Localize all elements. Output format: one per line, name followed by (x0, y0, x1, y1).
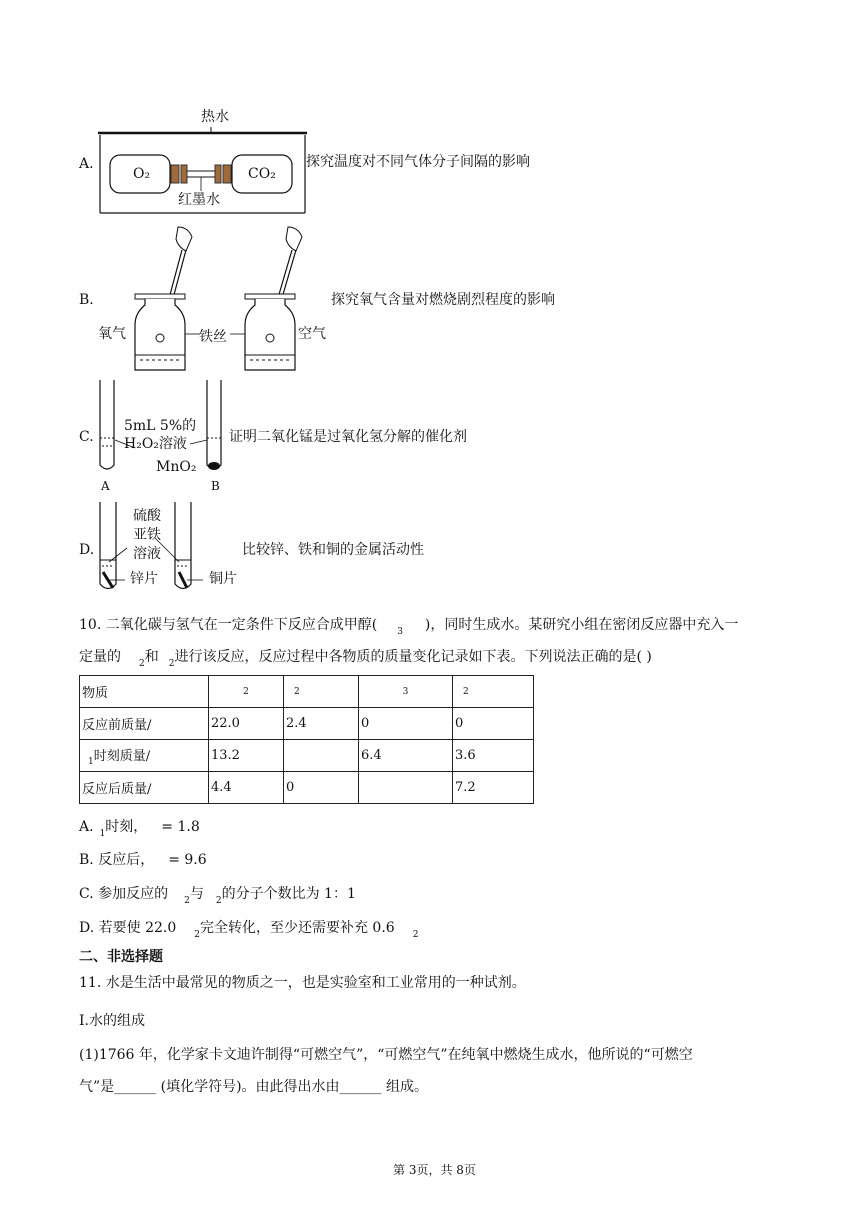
ferrous-sulfate-label-1: 硫酸 (133, 508, 161, 524)
ferrous-sulfate-label-3: 溶液 (133, 546, 161, 562)
t1-subscript: 1 (88, 756, 94, 767)
carbon-dioxide-label: CO₂ (248, 166, 276, 182)
solution-concentration-label: 5mL 5%的 (124, 418, 197, 434)
option-c-end: 的分子个数比为 1：1 (221, 886, 356, 902)
t1-row-label: 时刻质量/ (93, 748, 151, 764)
table-cell: 物质 (80, 676, 209, 708)
tube-a-label: A (101, 479, 110, 493)
option-d-label: D. (79, 542, 95, 558)
table-cell: 3 (359, 676, 453, 708)
q11-part1-line2: 气”是______ (填化学符号)。由此得出水由______ 组成。 (79, 1079, 428, 1095)
option-a-label: A. (79, 156, 94, 172)
option-b-label: B. (79, 292, 94, 308)
zinc-strip-label: 锌片 (130, 571, 158, 587)
option-c-label: C. (79, 429, 94, 445)
table-cell: 反应后质量/ (80, 772, 209, 804)
option-d-description: 比较锌、铁和铜的金属活动性 (242, 542, 424, 558)
option-d-mid: 完全转化，至少还需要补充 0.6 (199, 920, 395, 936)
q10-option-a (79, 818, 200, 843)
tube-b-label: B (211, 479, 220, 493)
q10-option-b (79, 851, 207, 869)
table-cell: 6.4 (359, 740, 453, 772)
table-cell: 4.4 (209, 772, 284, 804)
q10-line2 (79, 648, 652, 673)
option-a-subscript: 1 (99, 829, 106, 839)
option-b-text: B. 反应后， (79, 852, 155, 868)
iron-wire-burning-diagram (130, 222, 330, 372)
iron-wire-label: 铁丝 (199, 329, 227, 345)
table-cell: 2 (284, 676, 359, 708)
option-d-subscript-2: 2 (412, 930, 419, 940)
table-cell: 0 (284, 772, 359, 804)
option-c-prefix: C. 参加反应的 (79, 886, 169, 902)
option-a-text: 时刻， (105, 819, 148, 835)
table-cell: 2.4 (284, 708, 359, 740)
table-row (80, 708, 534, 740)
q10-line1-end: )，同时生成水。某研究小组在密闭反应器中充入一 (424, 617, 739, 633)
mno2-label: MnO₂ (156, 459, 197, 475)
q10-option-c (79, 885, 356, 910)
table-header-row (80, 676, 534, 708)
option-d-subscript-1: 2 (194, 930, 200, 940)
q10-co2-subscript: 2 (139, 659, 145, 669)
oxygen-label: O₂ (133, 166, 151, 182)
table-row (80, 740, 534, 772)
q10-line1 (79, 616, 738, 641)
option-a-prefix: A. (79, 819, 94, 835)
q11-intro: 11. 水是生活中最常见的物质之一，也是实验室和工业常用的一种试剂。 (79, 975, 526, 991)
table-cell (359, 772, 453, 804)
option-b-description: 探究氧气含量对燃烧剧烈程度的影响 (331, 292, 555, 308)
option-c-subscript-2: 2 (215, 896, 222, 906)
q10-line2-start: 定量的 (79, 649, 121, 665)
q10-line2-and: 和 (144, 649, 159, 665)
q11-part1-line1: (1)1766 年，化学家卡文迪许制得“可燃空气”，“可燃空气”在纯氧中燃烧生成水，他所说的“可燃空 (79, 1047, 693, 1063)
air-bottle-label: 空气 (298, 326, 326, 342)
page-footer: 第 3页，共 8页 (393, 1163, 476, 1177)
table-cell: 0 (453, 708, 534, 740)
mass-change-table (79, 675, 534, 804)
q10-line1-start: 10. 二氧化碳与氢气在一定条件下反应合成甲醇( (79, 617, 378, 633)
q10-line2-end: 进行该反应，反应过程中各物质的质量变化记录如下表。下列说法正确的是( ) (174, 649, 652, 665)
oxygen-bottle-label: 氧气 (98, 326, 126, 342)
table-row (80, 772, 534, 804)
option-d-prefix: D. 若要使 22.0 (79, 920, 177, 936)
hot-water-label: 热水 (201, 109, 229, 125)
option-a-value: = 1.8 (161, 819, 200, 835)
table-cell: 3.6 (453, 740, 534, 772)
table-cell: 13.2 (209, 740, 284, 772)
option-a-description: 探究温度对不同气体分子间隔的影响 (306, 154, 530, 170)
table-cell: 2 (209, 676, 284, 708)
table-cell: 2 (453, 676, 534, 708)
red-ink-label: 红墨水 (178, 192, 220, 208)
option-c-subscript-1: 2 (184, 896, 190, 906)
option-c-mid: 与 (189, 886, 204, 902)
option-b-value: = 9.6 (168, 852, 207, 868)
option-c-description: 证明二氧化锰是过氧化氢分解的催化剂 (229, 429, 467, 445)
table-cell (80, 740, 209, 772)
q11-subheading: Ⅰ.水的组成 (79, 1013, 145, 1029)
table-cell: 0 (359, 708, 453, 740)
h2o2-solution-label: H₂O₂溶液 (124, 436, 187, 452)
table-cell: 22.0 (209, 708, 284, 740)
table-cell (284, 740, 359, 772)
q10-option-d (79, 919, 418, 944)
table-cell: 7.2 (453, 772, 534, 804)
ferrous-sulfate-label-2: 亚铁 (133, 527, 161, 543)
copper-strip-label: 铜片 (209, 571, 237, 587)
q10-methanol-subscript: 3 (397, 627, 403, 637)
q10-h2-subscript: 2 (168, 659, 175, 669)
table-cell: 反应前质量/ (80, 708, 209, 740)
section-heading: 二、非选择题 (79, 949, 163, 965)
